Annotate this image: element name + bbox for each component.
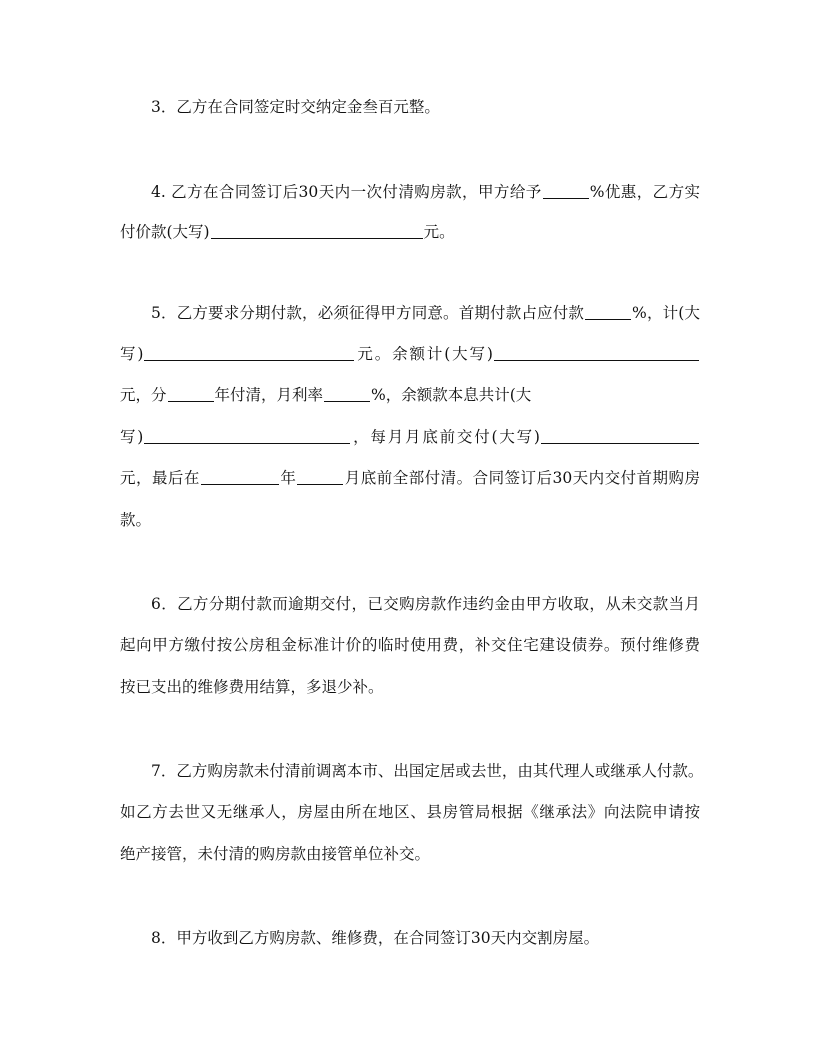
clause-6-line-1 xyxy=(151,594,700,614)
clause-5-text-c: 写) xyxy=(120,345,144,363)
clause-5-text-a: 5．乙方要求分期付款，必须征得甲方同意。首期付款占应付款 xyxy=(151,304,585,322)
down-payment-percent-blank xyxy=(585,304,631,320)
final-month-blank xyxy=(297,469,343,485)
clause-6-text-c: 按已支出的维修费用结算，多退少补。 xyxy=(120,678,384,696)
clause-5-text-f: 年付清，月利率 xyxy=(214,386,324,404)
clause-5-text-e: 元，分 xyxy=(120,386,167,404)
clause-7-text-b: 如乙方去世又无继承人，房屋由所在地区、县房管局根据《继承法》向法院申请按 xyxy=(120,803,700,821)
final-year-blank xyxy=(201,469,279,485)
clause-4-text-a: 4. 乙方在合同签订后30天内一次付清购房款，甲方给予 xyxy=(151,183,542,201)
discount-percent-blank xyxy=(543,183,589,199)
clause-6-text-b: 起向甲方缴付按公房租金标准计价的临时使用费，补交住宅建设债券。预付维修费 xyxy=(120,636,700,654)
clause-7-line-3 xyxy=(120,844,700,864)
years-blank xyxy=(168,386,214,402)
clause-5-line-4 xyxy=(120,427,700,447)
clause-6-line-3 xyxy=(120,677,700,697)
clause-5-text-l: 月底前全部付清。合同签订后30天内交付首期购房 xyxy=(344,469,700,487)
monthly-rate-blank xyxy=(324,386,370,402)
clause-6-text-a: 6．乙方分期付款而逾期交付，已交购房款作违约金由甲方收取，从未交款当月 xyxy=(151,595,700,613)
clause-3 xyxy=(151,97,700,117)
clause-7-text-a: 7．乙方购房款未付清前调离本市、出国定居或去世，由其代理人或继承人付款。 xyxy=(151,762,704,780)
clause-5-line-5 xyxy=(120,468,700,488)
clause-8-text: 8．甲方收到乙方购房款、维修费，在合同签订30天内交割房屋。 xyxy=(151,929,600,947)
clause-4-text-d: 元。 xyxy=(423,223,455,241)
balance-amount-blank xyxy=(494,345,699,361)
clause-5-text-m: 款。 xyxy=(120,511,152,529)
clause-5-line-6 xyxy=(120,510,700,530)
clause-6-line-2 xyxy=(120,635,700,655)
clause-5-line-3 xyxy=(120,385,700,405)
clause-7-text-c: 绝产接管，未付清的购房款由接管单位补交。 xyxy=(120,845,431,863)
clause-5-line-1 xyxy=(151,303,700,323)
clause-4-line-1 xyxy=(151,182,700,202)
clause-3-text: 3．乙方在合同签定时交纳定金叁百元整。 xyxy=(151,98,440,116)
clause-5-text-b: %，计(大 xyxy=(632,304,700,322)
total-principal-interest-blank xyxy=(144,428,350,444)
clause-5-text-h: 写) xyxy=(120,428,144,446)
clause-5-text-d: 元。余额计(大写) xyxy=(355,345,493,363)
clause-4-line-2 xyxy=(120,222,700,242)
clause-5-text-g: %，余额款本息共计(大 xyxy=(371,386,532,404)
clause-4-text-b: %优惠，乙方实 xyxy=(589,183,700,201)
down-payment-amount-blank xyxy=(144,345,354,361)
clause-7-line-1 xyxy=(151,761,704,781)
clause-5-text-i: ，每月月底前交付(大写) xyxy=(351,428,540,446)
clause-5-text-j: 元，最后在 xyxy=(120,469,200,487)
monthly-installment-blank xyxy=(541,428,699,444)
actual-price-blank xyxy=(211,223,423,239)
clause-8 xyxy=(151,928,700,948)
clause-4-text-c: 付价款(大写) xyxy=(120,223,210,241)
clause-7-line-2 xyxy=(120,802,700,822)
clause-5-line-2 xyxy=(120,344,700,364)
clause-5-text-k: 年 xyxy=(279,469,297,487)
